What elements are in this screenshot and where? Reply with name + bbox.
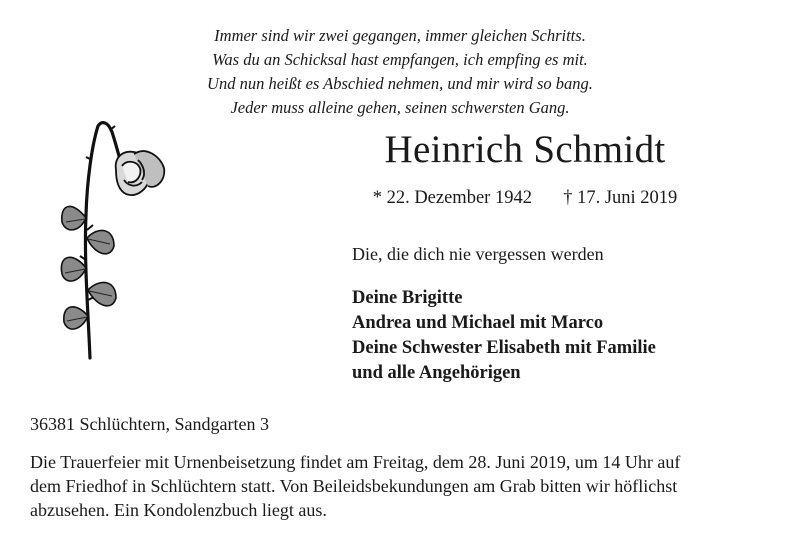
deceased-name: Heinrich Schmidt [384,128,666,171]
mourner: Andrea und Michael mit Marco [352,313,604,333]
mourner: Deine Brigitte [352,288,463,308]
funeral-notice [30,450,780,522]
life-dates [330,186,720,210]
poem [0,24,800,120]
wilted-rose-icon [52,120,172,370]
mourners-list [352,286,656,386]
notice-line: dem Friedhof in Schlüchtern statt. Von Beileidsbekundungen am Grab bitten wir höflichst [30,476,678,496]
poem-line: Und nun heißt es Abschied nehmen, und mir wird so bang. [207,74,593,93]
death-date: 17. Juni 2019 [577,188,678,208]
death-symbol: † [563,188,573,208]
mourner: und alle Angehörigen [352,363,521,383]
poem-line: Was du an Schicksal hast empfangen, ich empfing es mit. [212,50,588,69]
birth-date: 22. Dezember 1942 [386,188,532,208]
birth-symbol: * [372,188,382,208]
mourners-intro: Die, die dich nie vergessen werden [352,244,604,264]
notice-line: Die Trauerfeier mit Urnenbeisetzung findet am Freitag, dem 28. Juni 2019, um 14 Uhr auf [30,452,681,472]
address: 36381 Schlüchtern, Sandgarten 3 [30,414,269,434]
mourner: Deine Schwester Elisabeth mit Familie [352,338,656,358]
poem-line: Immer sind wir zwei gegangen, immer gleichen Schritts. [214,26,586,45]
poem-line: Jeder muss alleine gehen, seinen schwersten Gang. [230,98,570,117]
notice-line: abzusehen. Ein Kondolenzbuch liegt aus. [30,500,327,520]
